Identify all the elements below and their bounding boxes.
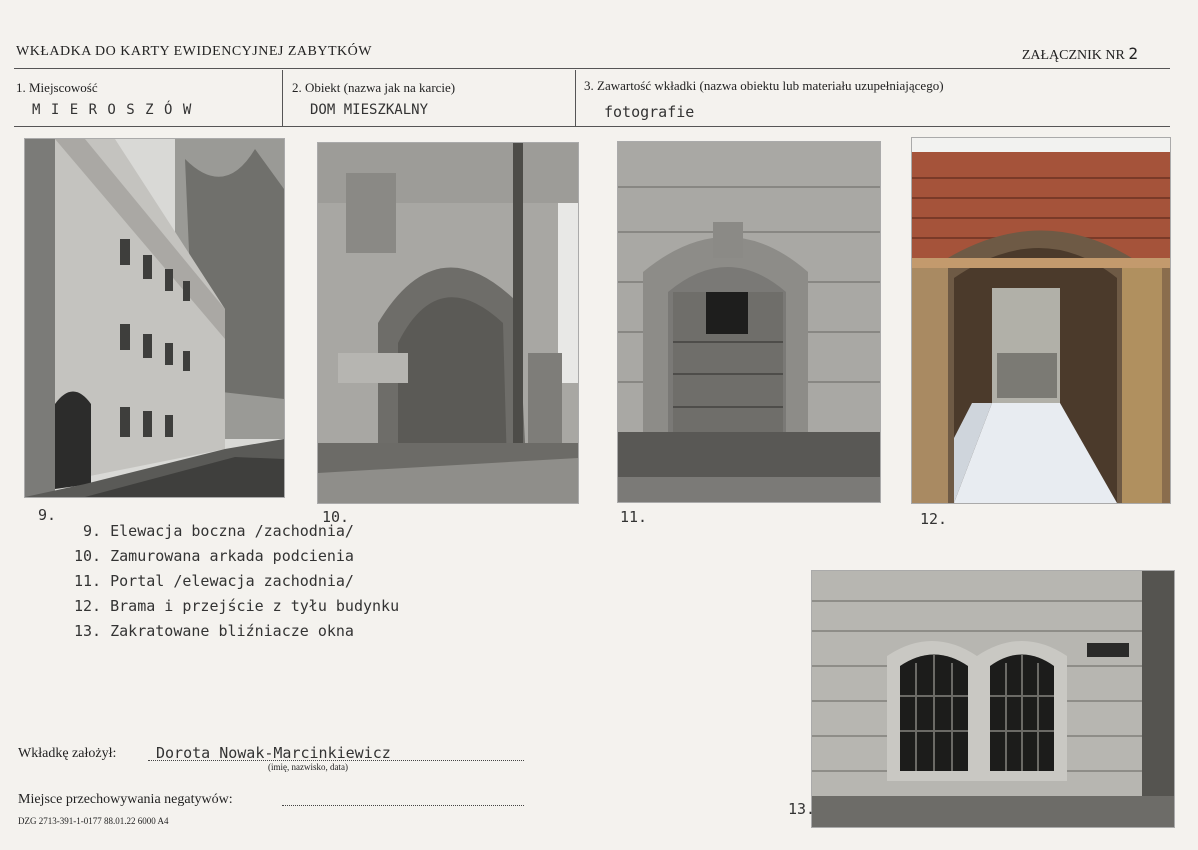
- caption-12: 12. Brama i przejście z tyłu budynku: [74, 597, 400, 615]
- caption-13: 13. Zakratowane bliźniacze okna: [74, 622, 354, 640]
- photo-10-number: 10.: [322, 508, 350, 526]
- author-value: Dorota Nowak-Marcinkiewicz: [156, 744, 391, 762]
- photo-9-number: 9.: [38, 506, 57, 524]
- author-hint: (imię, nazwisko, data): [268, 762, 348, 772]
- object-label: 2. Obiekt (nazwa jak na karcie): [292, 80, 456, 95]
- contents-value: fotografie: [604, 103, 695, 121]
- form-title: WKŁADKA DO KARTY EWIDENCYJNEJ ZABYTKÓW: [16, 44, 372, 59]
- author-label: Wkładkę założył:: [18, 746, 117, 761]
- photo-11: [617, 141, 881, 503]
- object-value: DOM MIESZKALNY: [310, 102, 429, 118]
- locality-label: 1. Miejscowość: [16, 80, 98, 95]
- print-code: DZG 2713-391-1-0177 88.01.22 6000 A4: [18, 816, 169, 826]
- photo-12: [911, 137, 1171, 504]
- contents-label: 3. Zawartość wkładki (nazwa obiektu lub materiału uzupełniającego): [584, 78, 944, 93]
- photo-9: [24, 138, 285, 498]
- caption-10: 10. Zamurowana arkada podcienia: [74, 547, 354, 565]
- header-top-rule: [14, 68, 1170, 69]
- header-bottom-rule: [14, 126, 1170, 127]
- photo-12-number: 12.: [920, 510, 948, 528]
- photo-11-number: 11.: [620, 508, 648, 526]
- caption-11: 11. Portal /elewacja zachodnia/: [74, 572, 354, 590]
- negatives-label: Miejsce przechowywania negatywów:: [18, 792, 233, 807]
- attachment-label: [1022, 44, 1138, 64]
- negatives-dotted-line: [282, 805, 524, 806]
- attachment-number: 2: [1128, 44, 1138, 63]
- locality-value: M I E R O S Z Ó W: [32, 102, 193, 118]
- attachment-label-text: ZAŁĄCZNIK NR: [1021, 48, 1125, 63]
- caption-9: 9. Elewacja boczna /zachodnia/: [74, 522, 354, 540]
- photo-10: [317, 142, 579, 504]
- field-divider-2: [575, 70, 576, 126]
- field-divider-1: [282, 70, 283, 126]
- photo-13: [811, 570, 1175, 828]
- photo-13-number: 13.: [788, 800, 816, 818]
